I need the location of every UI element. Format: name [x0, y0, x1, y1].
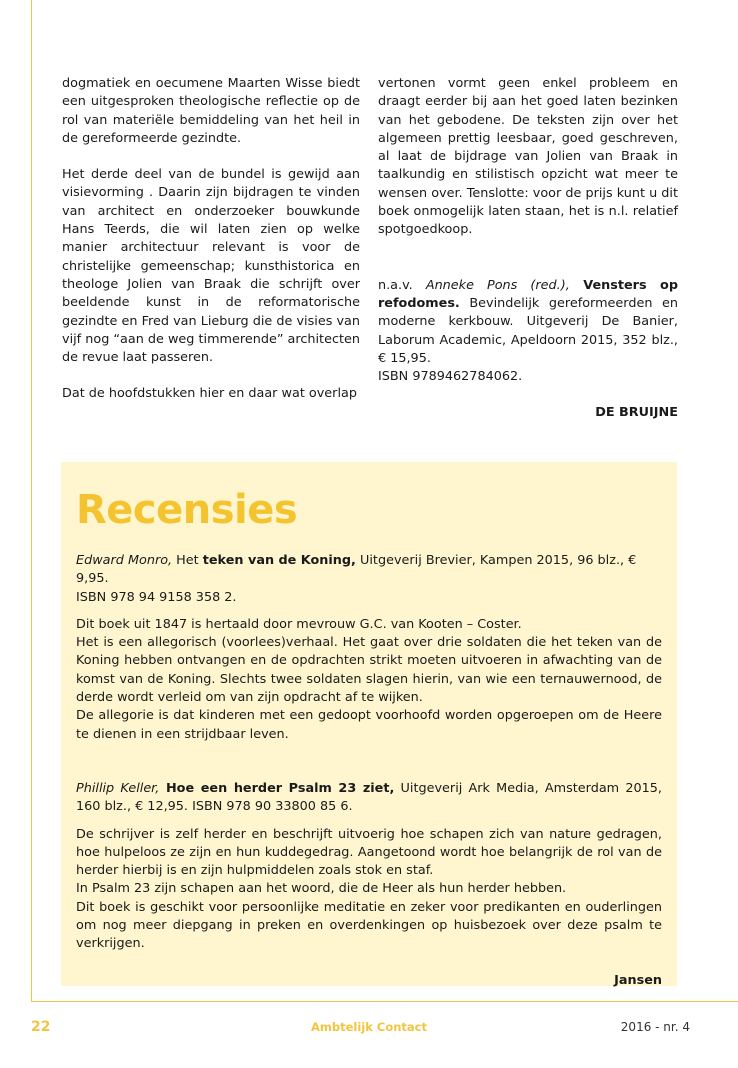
ref-prefix: n.a.v. [378, 277, 426, 293]
review-paragraph: Het is een allegorisch (voorlees)verhaal. Het gaat over drie soldaten die het teken van de Koning hebben ontvangen en de opdrachten strikt moeten uitvoeren in afwachting van de komst van de Koning. Slechts twee soldaten slagen hierin, van wie een ternauwernood, de derde wordt verleid om van zijn opdracht af te wijken. [76, 635, 662, 706]
review-paragraph: De allegorie is dat kinderen met een gedoopt voorhoofd worden opgeroepen om de Heere te dienen in een strijdbaar leven. [76, 708, 662, 742]
review-paragraph: De schrijver is zelf herder en beschrijft uitvoerig hoe schapen zich van nature gedragen, hoe hulpeloos ze zijn en hun kuddegedrag. Aangetoond wordt hoe belangrijk de rol van de herder hierbij is en zijn hulpmiddelen zoals stok en staf. [76, 826, 662, 879]
review-reference [76, 552, 662, 607]
ref-author: Anneke Pons (red.), [425, 277, 570, 293]
ref-isbn: ISBN 9789462784062. [378, 369, 523, 385]
review-isbn: ISBN 978 94 9158 358 2. [76, 589, 237, 605]
review-paragraph: Dit boek is geschikt voor persoonlijke meditatie en zeker voor predikanten en ouderlingen om nog meer diepgang in preken en overdenkingen op huisbezoek over deze psalm te verkrijgen. [76, 899, 662, 952]
journal-title: Ambtelijk Contact [311, 1020, 427, 1034]
review-author: Edward Monro, [76, 553, 173, 568]
article-right-column [378, 75, 678, 423]
recensies-box [61, 462, 677, 986]
margin-rule-horizontal [31, 1001, 738, 1002]
review-author: Phillip Keller, [76, 780, 160, 796]
margin-rule-vertical [31, 0, 32, 1002]
issue-label: 2016 - nr. 4 [620, 1020, 690, 1034]
article-paragraph: dogmatiek en oecumene Maarten Wisse biedt een uitgesproken theologische reflectie op de rol van materiële bemiddeling van het heil in de gereformeerde gezindte. [62, 76, 360, 146]
book-reference [378, 277, 678, 368]
review-publisher: Uitgeverij Ark Media, Amsterdam 2015, 160 blz., € 12,95. ISBN 978 90 33800 85 6. [76, 780, 662, 815]
review-title: teken van de Koning, [202, 553, 356, 568]
ref-details: Bevindelijk gereformeerden en moderne kerkbouw. Uitgeverij De Banier, Laborum Academic, Apeldoorn 2015, 352 blz., € 15,95. [378, 295, 678, 366]
article-signature: DE BRUIJNE [595, 405, 678, 421]
review-title: Hoe een herder Psalm 23 ziet, [159, 780, 395, 796]
review-reference [76, 780, 662, 817]
page-number: 22 [31, 1019, 51, 1035]
review-signature: Jansen [614, 972, 662, 988]
ref-title: Vensters op refodomes. [378, 277, 678, 311]
review-paragraph: Dit boek uit 1847 is hertaald door mevrouw G.C. van Kooten – Coster. [76, 616, 522, 632]
article-paragraph: vertonen vormt geen enkel probleem en draagt eerder bij aan het goed laten bezinken van het gebodene. De teksten zijn over het algemeen prettig leesbaar, goed geschreven, al laat de bijdrage van Jolien van Braak in taalkundig en stilistisch opzicht wat meer te wensen over. Tenslotte: voor de prijs kunt u dit boek onmogelijk laten staan, het is n.l. relatief spotgoedkoop. [378, 76, 678, 238]
article-paragraph: Dat de hoofdstukken hier en daar wat overlap [62, 386, 357, 402]
recensies-heading: Recensies [76, 487, 298, 533]
review-publisher: Uitgeverij Brevier, Kampen 2015, 96 blz., € 9,95. [76, 553, 637, 587]
article-paragraph: Het derde deel van de bundel is gewijd aan visievorming . Daarin zijn bijdragen te vinden van architect en onderzoeker bouwkunde Hans Teerds, die wil laten zien op welke manier architectuur relevant is voor de christelijke gemeenschap; kunsthistorica en theologe Jolien van Braak die schrijft over beeldende kunst in de reformatorische gezindte en Fred van Lieburg die de visies van vijf nog “aan de weg timmerende” architecten de revue laat passeren. [62, 167, 360, 366]
article-left-column [62, 75, 360, 404]
review-title-prefix: Het [172, 553, 203, 568]
review-paragraph: In Psalm 23 zijn schapen aan het woord, die de Heer als hun herder hebben. [76, 881, 567, 897]
